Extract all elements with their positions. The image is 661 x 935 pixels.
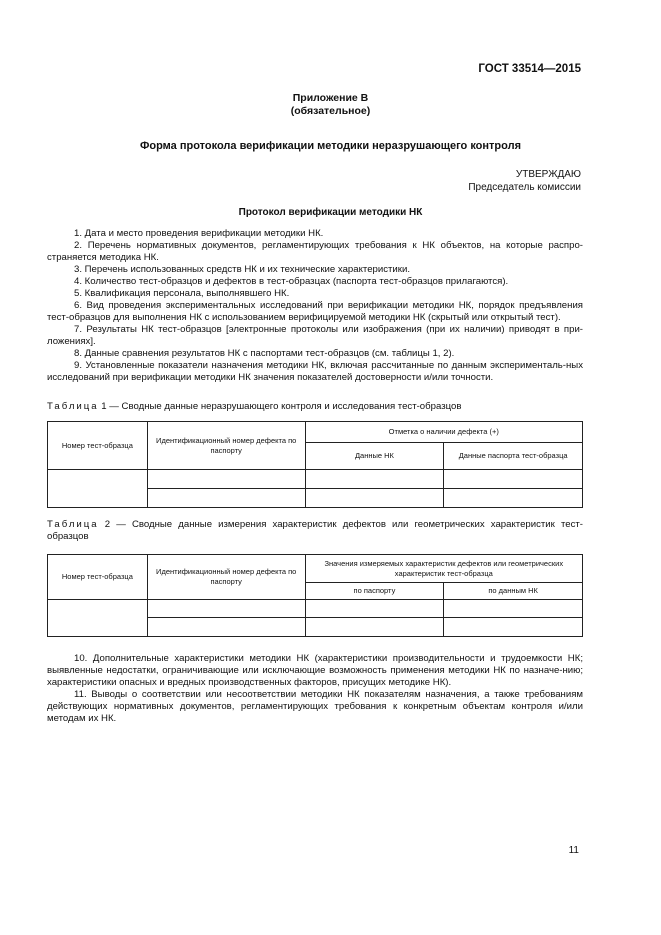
annex-heading — [0, 92, 661, 118]
table1-cell[interactable] — [305, 489, 444, 508]
table2-cell[interactable] — [48, 600, 148, 637]
table1-header-sample: Номер тест-образца — [48, 422, 148, 470]
table2-header-group: Значения измеряемых характеристик дефектов или геометрических характеристик тест-образца — [305, 555, 582, 583]
table2-cell[interactable] — [305, 618, 444, 637]
protocol-item: 3. Перечень использованных средств НК и их технические характеристики. — [74, 264, 411, 275]
approval-block — [468, 168, 581, 194]
table1-cell[interactable] — [147, 470, 305, 489]
protocol-item: 7. Результаты НК тест-образцов [электронные протоколы или изображения (при их наличии) приводят в при-ложениях]. — [47, 324, 583, 347]
table1-cell[interactable] — [48, 470, 148, 508]
table2-cell[interactable] — [305, 600, 444, 618]
table1-caption — [47, 401, 583, 413]
table2-header-passport: по паспорту — [305, 583, 444, 600]
protocol-item: 11. Выводы о соответствии или несоответствии методики НК показателям назначения, а также требованиям действующих нормативных документов, регламентирующих требования к конкретным объектам контроля и/или методам их НК. — [47, 689, 583, 724]
protocol-title: Протокол верификации методики НК — [238, 207, 423, 218]
table1-cell[interactable] — [305, 470, 444, 489]
page-number: 11 — [568, 845, 579, 856]
annex-title: Приложение В — [292, 92, 369, 104]
protocol-tail-items — [47, 653, 583, 725]
table1-cell[interactable] — [147, 489, 305, 508]
table2-label: Таблица — [47, 519, 99, 530]
table1-caption-text: 1 — Сводные данные неразрушающего контроля и исследования тест-образцов — [101, 401, 462, 412]
table1-label: Таблица — [47, 401, 99, 412]
table2-cell[interactable] — [444, 618, 583, 637]
approval-line-1: УТВЕРЖДАЮ — [515, 169, 581, 180]
table2-header-defect-id: Идентификационный номер дефекта по паспорту — [147, 555, 305, 600]
table2-cell[interactable] — [444, 600, 583, 618]
protocol-item: 8. Данные сравнения результатов НК с паспортами тест-образцов (см. таблицы 1, 2). — [74, 348, 455, 359]
table2-cell[interactable] — [147, 600, 305, 618]
table1-header-group: Отметка о наличии дефекта (+) — [305, 422, 582, 443]
protocol-item: 1. Дата и место проведения верификации методики НК. — [74, 228, 324, 239]
protocol-item: 5. Квалификация персонала, выполнявшего НК. — [74, 288, 290, 299]
table1 — [47, 421, 583, 508]
protocol-items — [47, 228, 583, 384]
table2 — [47, 554, 583, 637]
protocol-item: 2. Перечень нормативных документов, регламентирующих требования к НК объектов, на которые распро-страняется методика НК. — [47, 240, 583, 263]
protocol-item: 6. Вид проведения экспериментальных исследований при верификации методики НК, порядок предъявления тест-образцов для выполнения НК с использованием верифицируемой методики НК (скрытый или открытый тест). — [47, 300, 583, 323]
table2-caption-text: 2 — Сводные данные измерения характеристик дефектов или геометрических характеристик тест-образцов — [47, 519, 583, 542]
table2-header-nk: по данным НК — [444, 583, 583, 600]
annex-note: (обязательное) — [290, 105, 371, 117]
protocol-item: 4. Количество тест-образцов и дефектов в тест-образцах (паспорта тест-образцов прилагаются). — [74, 276, 509, 287]
table1-cell[interactable] — [444, 470, 583, 489]
protocol-item: 10. Дополнительные характеристики методики НК (характеристики производительности и трудоемкости НК; выявленные недостатки, ограничивающие или исключающие возможность применения методики НК по назначе-нию; характеристики опасных и вредных производственных факторов, присущих методике НК). — [47, 653, 583, 688]
form-title: Форма протокола верификации методики неразрушающего контроля — [139, 140, 521, 152]
standard-number: ГОСТ 33514—2015 — [478, 63, 581, 75]
table2-cell[interactable] — [147, 618, 305, 637]
table2-caption — [47, 519, 583, 543]
table1-header-passport: Данные паспорта тест-образца — [444, 443, 583, 470]
table1-cell[interactable] — [444, 489, 583, 508]
protocol-item: 9. Установленные показатели назначения методики НК, включая рассчитанные по данным эксперименталь-ных исследований при верификации методики НК значения показателей достоверности и/или точности. — [47, 360, 583, 383]
approval-line-2: Председатель комиссии — [468, 182, 581, 193]
table1-header-defect-id: Идентификационный номер дефекта по паспорту — [147, 422, 305, 470]
table1-header-nk: Данные НК — [305, 443, 444, 470]
table2-header-sample: Номер тест-образца — [48, 555, 148, 600]
